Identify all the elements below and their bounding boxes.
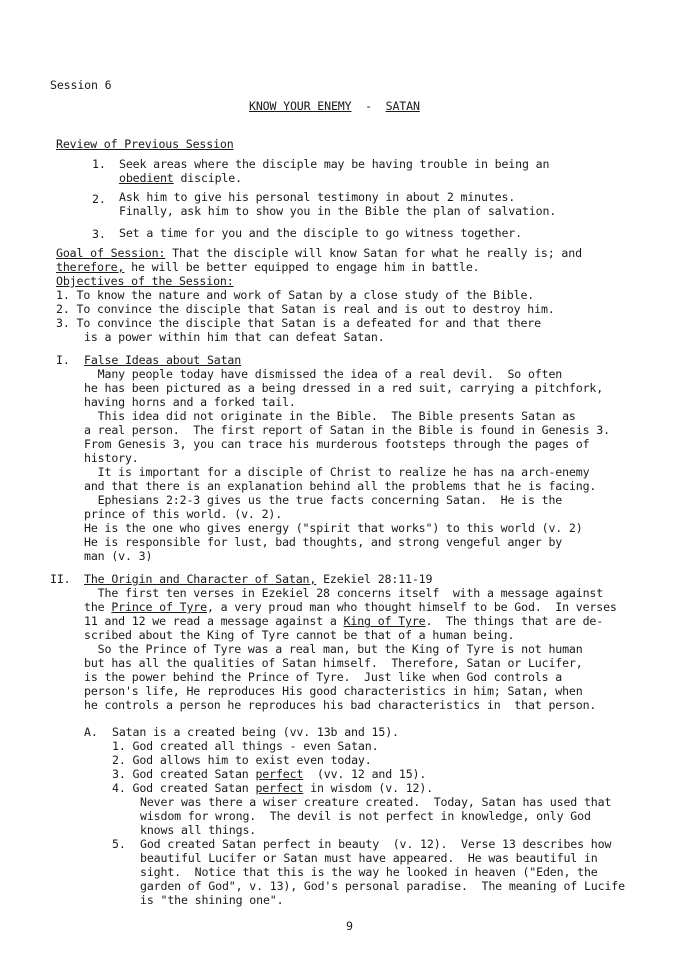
section-2-line: he controls a person he reproduces his bad characteristics in that person. [84, 698, 597, 712]
review-item-1-line1: Seek areas where the disciple may be having trouble in being an [119, 157, 550, 171]
review-item-1-num: 1. [92, 157, 106, 171]
section-1-line: having horns and a forked tail. [84, 395, 296, 409]
goal-text: That the disciple will know Satan for what he really is; and [165, 246, 582, 260]
section-1-line: Ephesians 2:2-3 gives us the true facts concerning Satan. He is the [84, 493, 563, 507]
section-2-reference: Ezekiel 28:11-19 [316, 572, 433, 586]
objective-2 [56, 302, 555, 316]
king-of-tyre: King of Tyre [343, 614, 426, 628]
part-a-heading: Satan is a created being (vv. 13b and 15). [112, 725, 399, 739]
section-2-line: but has all the qualities of Satan himself. Therefore, Satan or Lucifer, [84, 656, 583, 670]
section-2-line: The first ten verses in Ezekiel 28 concerns itself with a message against [84, 586, 604, 600]
item-num: 4. [112, 781, 126, 795]
review-item-2-num: 2. [92, 192, 106, 206]
page-number: 9 [346, 919, 353, 933]
part-a-item-3 [112, 767, 426, 781]
section-2-text: . The things that are de- [425, 614, 604, 628]
section-2-heading: The Origin and Character of Satan, [84, 572, 317, 586]
title-left: KNOW YOUR ENEMY [249, 99, 352, 113]
review-item-1-underlined: obedient [119, 171, 174, 185]
item-text: in wisdom (v. 12). [303, 781, 434, 795]
part-a-item-2 [112, 753, 372, 767]
section-1-line: This idea did not originate in the Bible. The Bible presents Satan as [84, 409, 576, 423]
item-num: 3. [112, 767, 126, 781]
review-item-1-rest: disciple. [173, 171, 242, 185]
objective-3 [56, 316, 541, 330]
section-2-line [84, 614, 603, 628]
item-text: God created Satan [132, 767, 256, 781]
objective-3-text: To convince the disciple that Satan is a defeated for and that there [76, 316, 541, 330]
title-right: SATAN [385, 99, 420, 113]
section-2-line: scribed about the King of Tyre cannot be that of a human being. [84, 628, 515, 642]
part-a-item-4-cont: knows all things. [140, 823, 257, 837]
objective-2-num: 2. [56, 302, 70, 316]
section-1-line: Many people today have dismissed the idea of a real devil. So often [84, 367, 563, 381]
part-a-item-5-line: garden of God", v. 13), God's personal paradise. The meaning of Lucife [140, 879, 625, 893]
section-2-numeral: II. [50, 572, 71, 586]
page-title [249, 99, 420, 113]
review-item-1-line2 [119, 171, 242, 185]
objectives-heading: Objectives of the Session: [56, 274, 234, 288]
goal-underlined: therefore, [56, 260, 125, 274]
item-num: 1. [112, 739, 126, 753]
section-2-line [84, 600, 617, 614]
goal-line2 [56, 260, 479, 274]
section-2-text: 11 and 12 we read a message against a [84, 614, 344, 628]
review-item-3-line1: Set a time for you and the disciple to go witness together. [119, 226, 522, 240]
session-label: Session 6 [50, 78, 112, 92]
section-2-line: person's life, He reproduces His good characteristics in him; Satan, when [84, 684, 583, 698]
prince-of-tyre: Prince of Tyre [111, 600, 207, 614]
review-item-2-line2: Finally, ask him to show you in the Bible the plan of salvation. [119, 204, 557, 218]
section-1-line: He is the one who gives energy ("spirit that works") to this world (v. 2) [84, 521, 583, 535]
item-num: 2. [112, 753, 126, 767]
item-text: God allows him to exist even today. [132, 753, 372, 767]
part-a-item-4-cont: wisdom for wrong. The devil is not perfect in knowledge, only God [140, 809, 591, 823]
item-text: God created Satan [132, 781, 256, 795]
part-a-item-1 [112, 739, 378, 753]
section-1-line: a real person. The first report of Satan in the Bible is found in Genesis 3. [84, 423, 610, 437]
objective-1 [56, 288, 534, 302]
goal-text-2: he will be better equipped to engage him in battle. [124, 260, 480, 274]
objective-3-num: 3. [56, 316, 70, 330]
part-a-item-4 [112, 781, 433, 795]
part-a-item-5-line: beautiful Lucifer or Satan must have appeared. He was beautiful in [140, 851, 598, 865]
section-1-line: and that there is an explanation behind all the problems that he is facing. [84, 479, 597, 493]
item-text: (vv. 12 and 15). [303, 767, 427, 781]
section-2-line: So the Prince of Tyre was a real man, but the King of Tyre is not human [84, 642, 583, 656]
title-separator: - [365, 99, 372, 113]
item-underlined: perfect [255, 767, 304, 781]
section-2-line: is the power behind the Prince of Tyre. Just like when God controls a [84, 670, 563, 684]
part-a-item-5-line: is "the shining one". [140, 893, 284, 907]
part-a-item-4-cont: Never was there a wiser creature created. Today, Satan has used that [140, 795, 612, 809]
objective-2-text: To convince the disciple that Satan is real and is out to destroy him. [76, 302, 555, 316]
section-2-text: the [84, 600, 112, 614]
section-1-heading: False Ideas about Satan [84, 353, 242, 367]
section-1-line: history. [84, 451, 139, 465]
part-a-letter: A. [84, 725, 98, 739]
objective-1-text: To know the nature and work of Satan by a close study of the Bible. [76, 288, 535, 302]
goal-line1 [56, 246, 582, 260]
section-2-text: , a very proud man who thought himself to be God. In verses [206, 600, 617, 614]
review-heading: Review of Previous Session [56, 137, 234, 151]
section-2-heading-line [84, 572, 432, 586]
section-1-line: he has been pictured as a being dressed in a red suit, carrying a pitchfork, [84, 381, 604, 395]
item-text: God created all things - even Satan. [132, 739, 379, 753]
section-1-line: prince of this world. (v. 2). [84, 507, 283, 521]
section-1-line: man (v. 3) [84, 549, 153, 563]
objective-3-cont: is a power within him that can defeat Satan. [84, 330, 385, 344]
section-1-line: From Genesis 3, you can trace his murderous footsteps through the pages of [84, 437, 590, 451]
section-1-line: He is responsible for lust, bad thoughts, and strong vengeful anger by [84, 535, 563, 549]
part-a-item-5-line: God created Satan perfect in beauty (v. 12). Verse 13 describes how [140, 837, 612, 851]
item-underlined: perfect [255, 781, 304, 795]
part-a-item-5-line: sight. Notice that this is the way he looked in heaven ("Eden, the [140, 865, 598, 879]
goal-label: Goal of Session: [56, 246, 166, 260]
part-a-item-5-num: 5. [112, 837, 126, 851]
review-item-2-line1: Ask him to give his personal testimony in about 2 minutes. [119, 190, 516, 204]
objective-1-num: 1. [56, 288, 70, 302]
review-item-3-num: 3. [92, 227, 106, 241]
section-1-line: It is important for a disciple of Christ to realize he has na arch-enemy [84, 465, 590, 479]
section-1-numeral: I. [56, 353, 70, 367]
